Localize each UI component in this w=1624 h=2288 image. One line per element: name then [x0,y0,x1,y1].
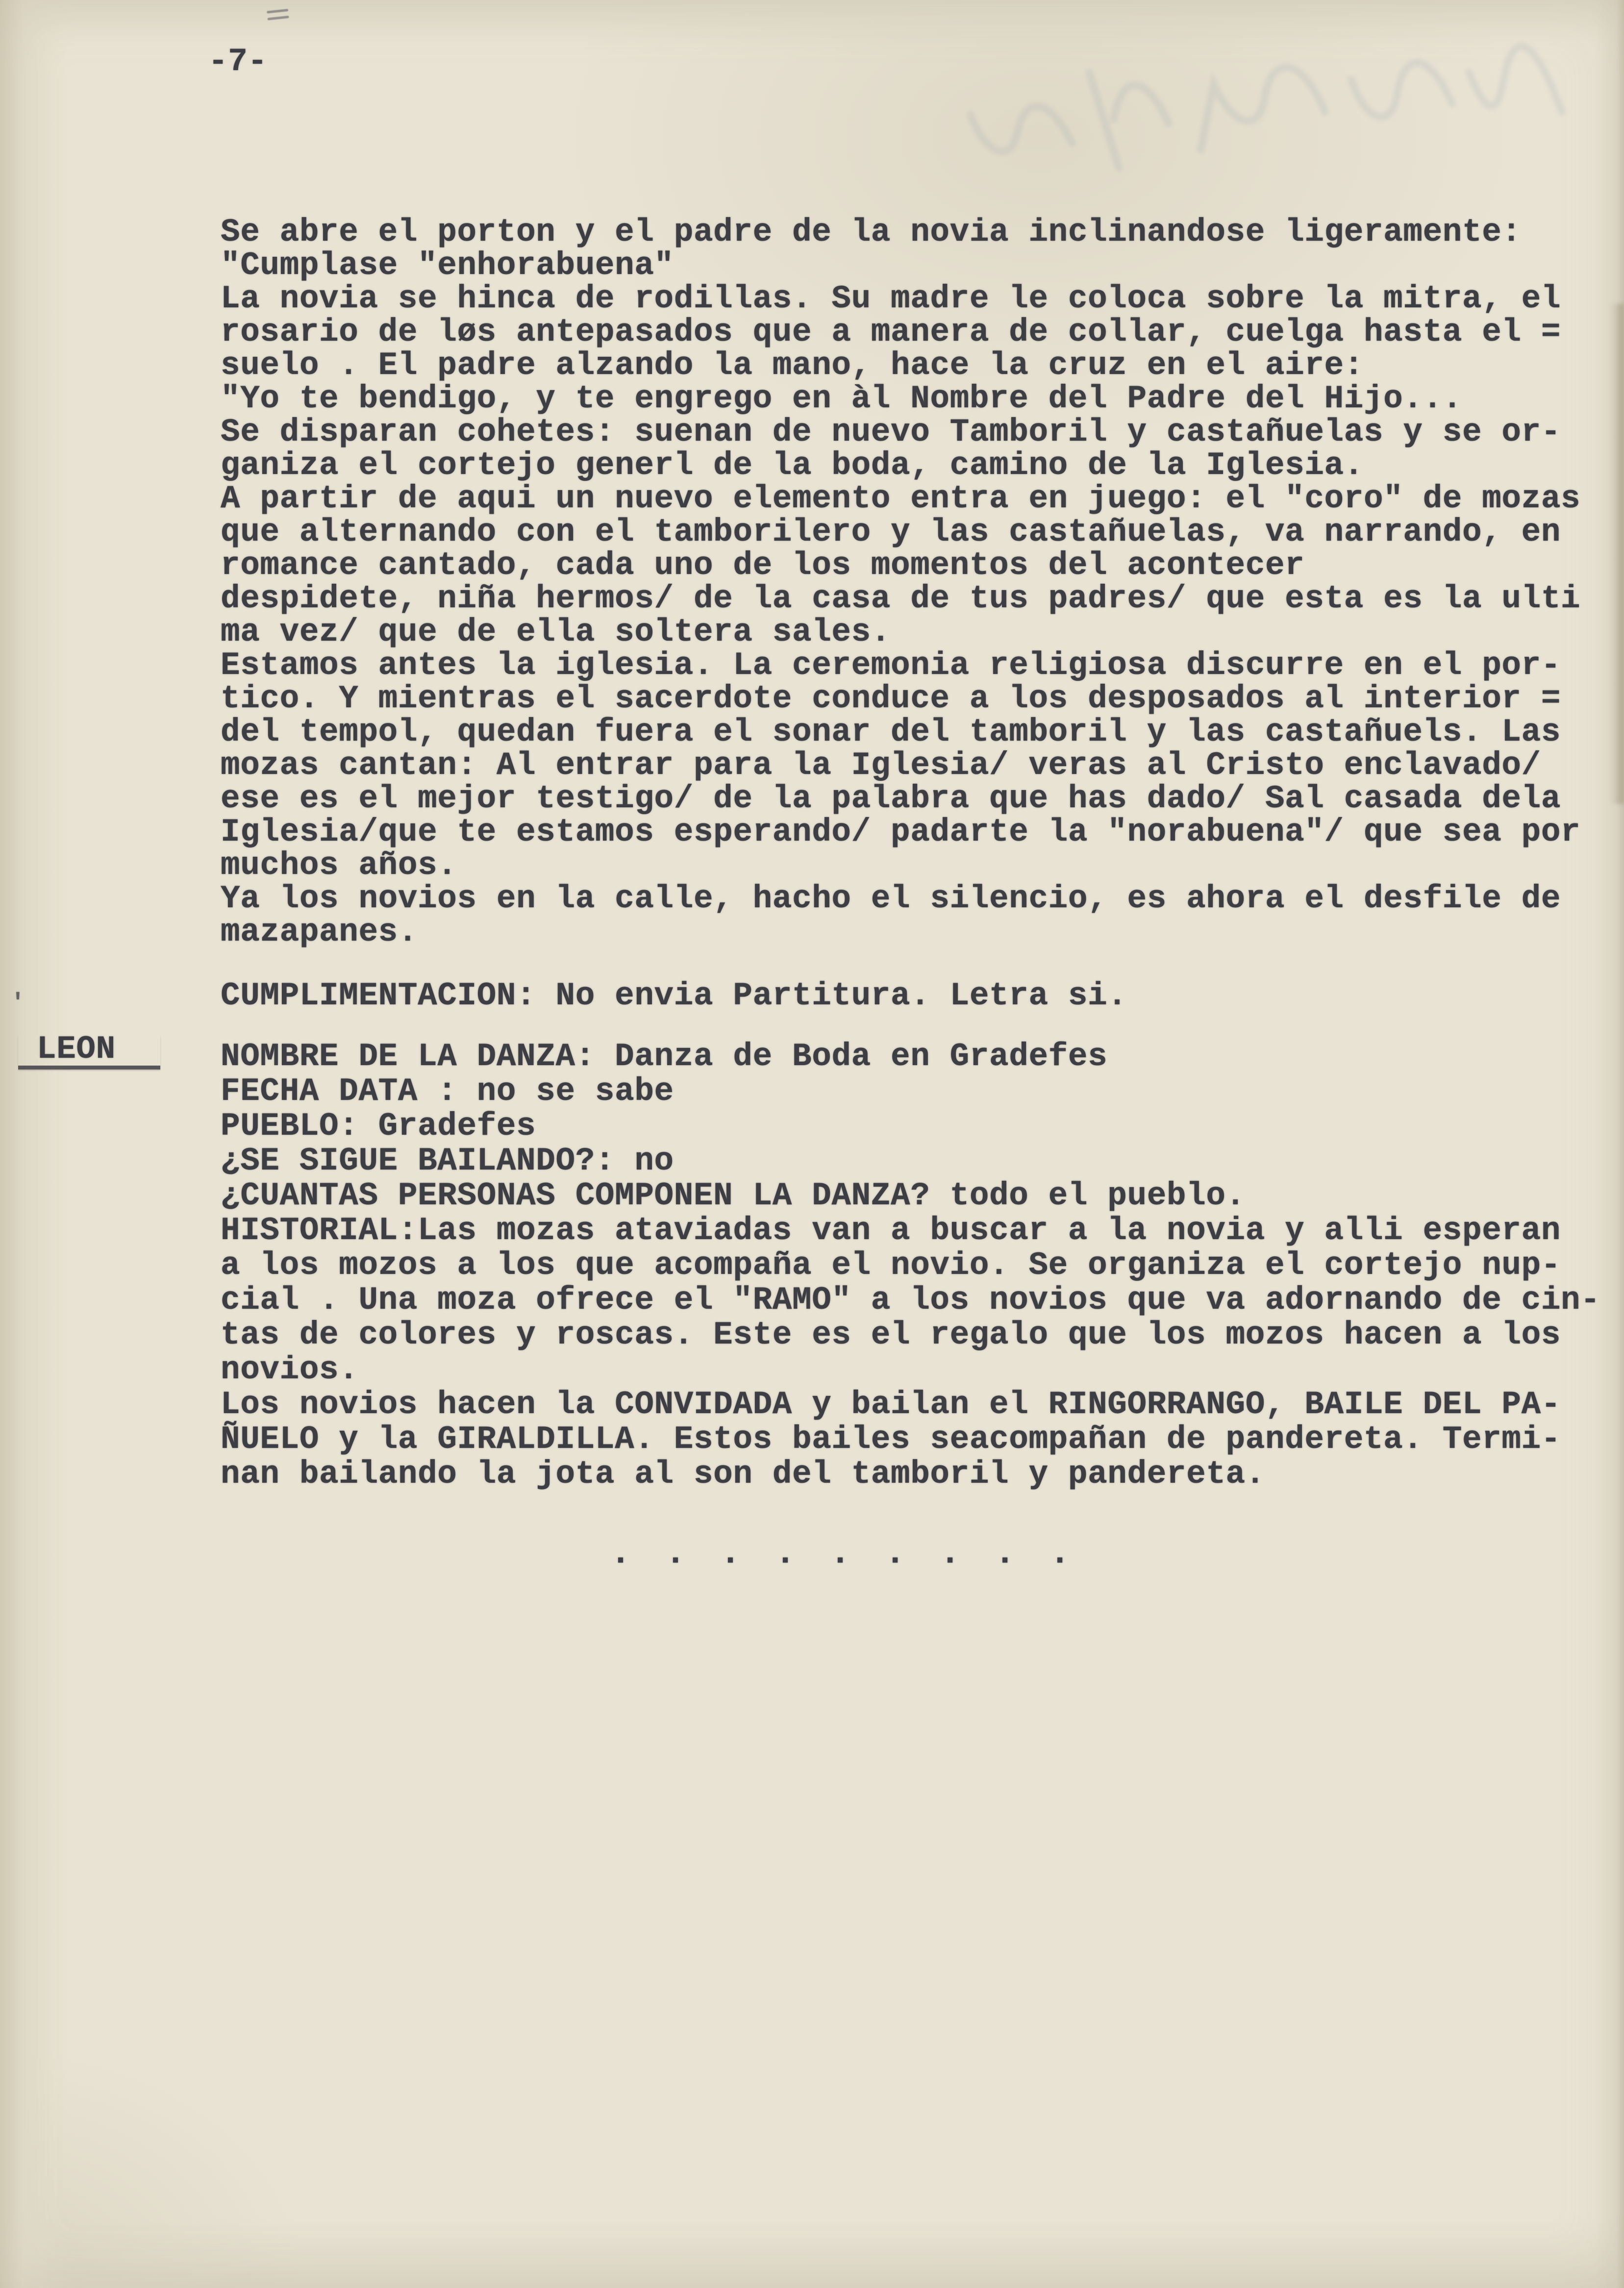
text-line: "Yo te bendigo, y te engrego en àl Nombre del Padre del Hijo... [221,380,1463,417]
text-line: ganiza el cortejo generl de la boda, camino de la Iglesia. [221,447,1364,484]
text-line: despidete, niña hermos/ de la casa de tus padres/ que esta es la ulti [221,580,1581,617]
text-line: cial . Una moza ofrece el "RAMO" a los novios que va adornando de cin- [221,1282,1600,1318]
page-edge-shadow [1610,304,1624,804]
pencil-mark-bar [267,9,288,14]
text-line: romance cantado, cada uno de los momentos del acontecer [221,547,1305,584]
stray-mark: ' [11,990,25,1017]
text-line: nan bailando la jota al son del tamboril y pandereta. [221,1456,1265,1492]
text-line: novios. [221,1351,359,1388]
cumplimentacion-line: CUMPLIMENTACION: No envia Partitura. Letra si. [221,977,1127,1014]
text-line: Estamos antes la iglesia. La ceremonia religiosa discurre en el por- [221,647,1561,684]
text-line: ÑUELO y la GIRALDILLA. Estos bailes seacompañan de pandereta. Termi- [221,1421,1561,1458]
text-line: tas de colores y roscas. Este es el regalo que los mozos hacen a los [221,1317,1561,1353]
text-line: La novia se hinca de rodillas. Su madre le coloca sobre la mitra, el [221,280,1561,317]
text-line: ese es el mejor testigo/ de la palabra que has dado/ Sal casada dela [221,780,1561,817]
text-line: Iglesia/que te estamos esperando/ padarte la "norabuena"/ que sea por [221,814,1581,850]
text-line: NOMBRE DE LA DANZA: Danza de Boda en Gradefes [221,1038,1108,1075]
text-line: ¿CUANTAS PERSONAS COMPONEN LA DANZA? todo el pueblo. [221,1177,1246,1214]
text-line: mazapanes. [221,914,418,950]
margin-label-leon: LEON [18,1035,160,1069]
text-line: FECHA DATA : no se sabe [221,1073,674,1110]
text-line: ¿SE SIGUE BAILANDO?: no [221,1143,674,1179]
page-number: -7- [208,43,268,80]
text-line: a los mozos a los que acompaña el novio. Se organiza el cortejo nup- [221,1247,1561,1284]
text-line: rosario de løs antepasados que a manera de collar, cuelga hasta el = [221,314,1561,350]
separator-dots: . . . . . . . . . [610,1535,1077,1573]
text-line: Los novios hacen la CONVIDADA y bailan el RINGORRANGO, BAILE DEL PA- [221,1386,1561,1423]
body-text [221,216,1580,949]
text-line: mozas cantan: Al entrar para la Iglesia/ veras al Cristo enclavado/ [221,747,1541,784]
text-line: Se abre el porton y el padre de la novia inclinandose ligeramente: [221,214,1522,250]
text-line: Ya los novios en la calle, hacho el silencio, es ahora el desfile de [221,880,1561,917]
text-line: A partir de aqui un nuevo elemento entra en juego: el "coro" de mozas [221,480,1581,517]
text-line: Se disparan cohetes: suenan de nuevo Tamboril y castañuelas y se or- [221,414,1561,450]
pencil-mark-bar [267,16,289,21]
text-line: del tempol, quedan fuera el sonar del tamboril y las castañuels. Las [221,714,1561,750]
text-line: muchos años. [221,847,457,884]
ficha-text [221,1039,1600,1492]
text-line: PUEBLO: Gradefes [221,1108,536,1144]
text-line: HISTORIAL:Las mozas ataviadas van a buscar a la novia y alli esperan [221,1212,1561,1249]
text-line: que alternando con el tamborilero y las castañuelas, va narrando, en [221,514,1561,550]
text-line: suelo . El padre alzando la mano, hace la cruz en el aire: [221,347,1364,384]
text-line: tico. Y mientras el sacerdote conduce a los desposados al interior = [221,680,1561,717]
bleedthrough-handwriting [912,0,1624,242]
text-line: "Cumplase "enhorabuena" [221,247,674,284]
text-line: ma vez/ que de ella soltera sales. [221,614,891,650]
pencil-mark [267,9,291,22]
